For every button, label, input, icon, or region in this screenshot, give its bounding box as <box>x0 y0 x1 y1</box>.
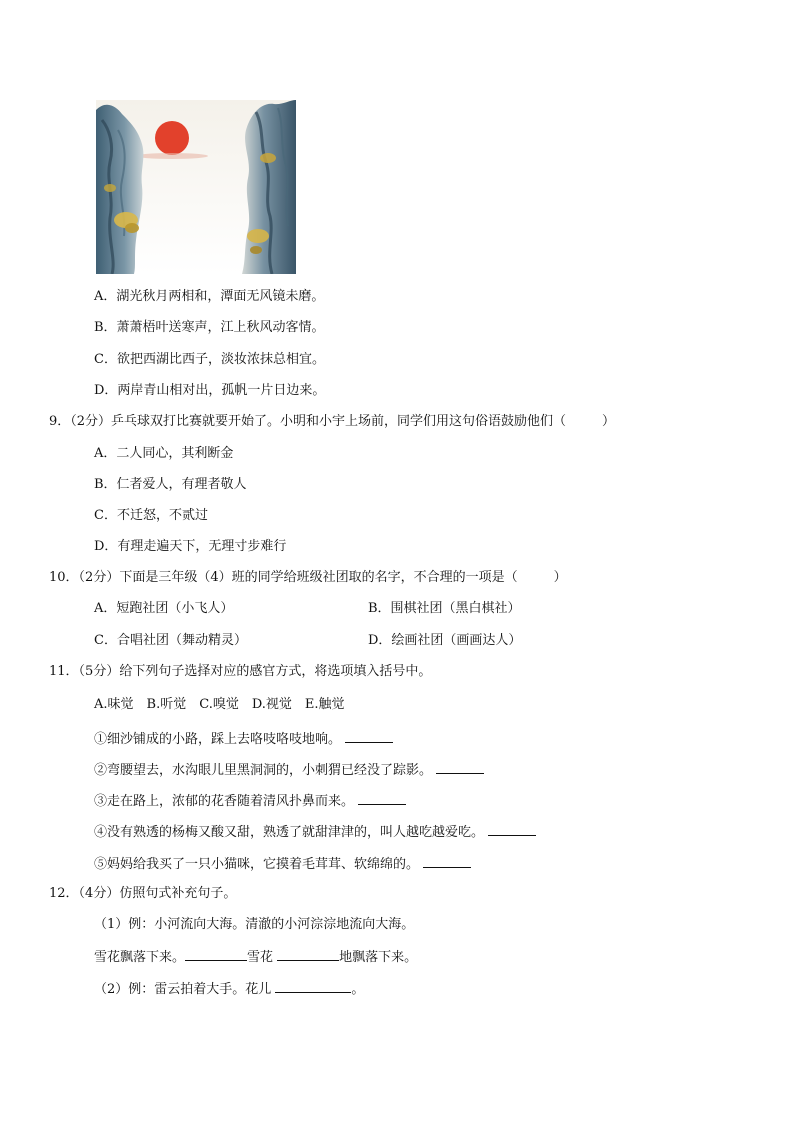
q9-stem <box>49 414 615 430</box>
q11-item-5-blank[interactable] <box>423 855 471 868</box>
q12-part2-sentence <box>94 980 364 998</box>
q10-stem-text: 10．（2分）下面是三年级（4）班的同学给班级社团取的名字，不合理的一项是（ <box>49 570 518 585</box>
landscape-painting <box>96 100 296 274</box>
q11-stem: 11．（5分）给下列句子选择对应的感官方式，将选项填入括号中。 <box>49 664 432 679</box>
sun-shape <box>155 121 189 155</box>
q11-item-1-blank[interactable] <box>345 730 393 743</box>
q11-item-2-blank[interactable] <box>436 761 484 774</box>
q11-item-4-text: ④没有熟透的杨梅又酸又甜，熟透了就甜津津的，叫人越吃越爱吃。 <box>94 825 485 840</box>
q11-item-3 <box>94 792 406 810</box>
q10-option-c: C．合唱社团（舞动精灵） <box>94 633 247 648</box>
q10-option-a: A．短跑社团（小飞人） <box>94 601 234 616</box>
q12-part1-text-a: 雪花飘落下来。 <box>94 950 186 965</box>
q8-option-b: B．萧萧梧叶送寒声，江上秋风动客情。 <box>94 320 325 335</box>
q12-part1-blank-1[interactable] <box>185 948 247 961</box>
q9-option-b: B．仁者爱人，有理者敬人 <box>94 477 247 492</box>
q11-item-1 <box>94 730 393 748</box>
q12-part2-blank[interactable] <box>275 980 351 993</box>
q12-part1-example: （1）例：小河流向大海。清澈的小河淙淙地流向大海。 <box>94 917 415 932</box>
q10-close-paren: ） <box>553 570 567 585</box>
q10-option-d: D．绘画社团（画画达人） <box>368 633 522 648</box>
q12-part2-text-b: 。 <box>351 982 365 997</box>
q12-stem: 12．（4分）仿照句式补充句子。 <box>49 886 237 901</box>
q11-item-5-text: ⑤妈妈给我买了一只小猫咪，它摸着毛茸茸、软绵绵的。 <box>94 857 420 872</box>
q11-item-4-blank[interactable] <box>488 823 536 836</box>
q11-item-2-text: ②弯腰望去，水沟眼儿里黑洞洞的，小刺猬已经没了踪影。 <box>94 763 433 778</box>
q12-part1-blank-2[interactable] <box>277 948 339 961</box>
q9-option-a: A．二人同心，其利断金 <box>94 446 234 461</box>
q9-option-c: C．不迁怒，不贰过 <box>94 508 208 523</box>
q11-item-4 <box>94 823 536 841</box>
q12-part1-text-c: 地飘落下来。 <box>339 950 418 965</box>
q11-item-1-text: ①细沙铺成的小路，踩上去咯吱咯吱地响。 <box>94 732 342 747</box>
q12-part1-sentence <box>94 948 417 966</box>
q11-item-3-text: ③走在路上，浓郁的花香随着清风扑鼻而来。 <box>94 794 355 809</box>
q9-close-paren: ） <box>602 414 616 429</box>
q12-part2-text-a: （2）例：雷云拍着大手。花儿 <box>94 982 272 997</box>
q8-option-d: D．两岸青山相对出，孤帆一片日边来。 <box>94 383 326 398</box>
q10-option-b: B．围棋社团（黑白棋社） <box>368 601 521 616</box>
q10-stem <box>49 570 567 586</box>
q9-option-d: D．有理走遍天下，无理寸步难行 <box>94 539 287 554</box>
q11-item-3-blank[interactable] <box>358 792 406 805</box>
q9-stem-text: 9．（2分）乒乓球双打比赛就要开始了。小明和小宇上场前，同学们用这句俗语鼓励他们（ <box>49 414 567 429</box>
q12-part1-text-b: 雪花 <box>247 950 274 965</box>
q11-item-5 <box>94 855 471 873</box>
q11-item-2 <box>94 761 484 779</box>
q8-option-a: A．湖光秋月两相和，潭面无风镜未磨。 <box>94 289 325 304</box>
q11-choices: A.味觉 B.听觉 C.嗅觉 D.视觉 E.触觉 <box>94 697 345 712</box>
q8-option-c: C．欲把西湖比西子，淡妆浓抹总相宜。 <box>94 352 325 367</box>
